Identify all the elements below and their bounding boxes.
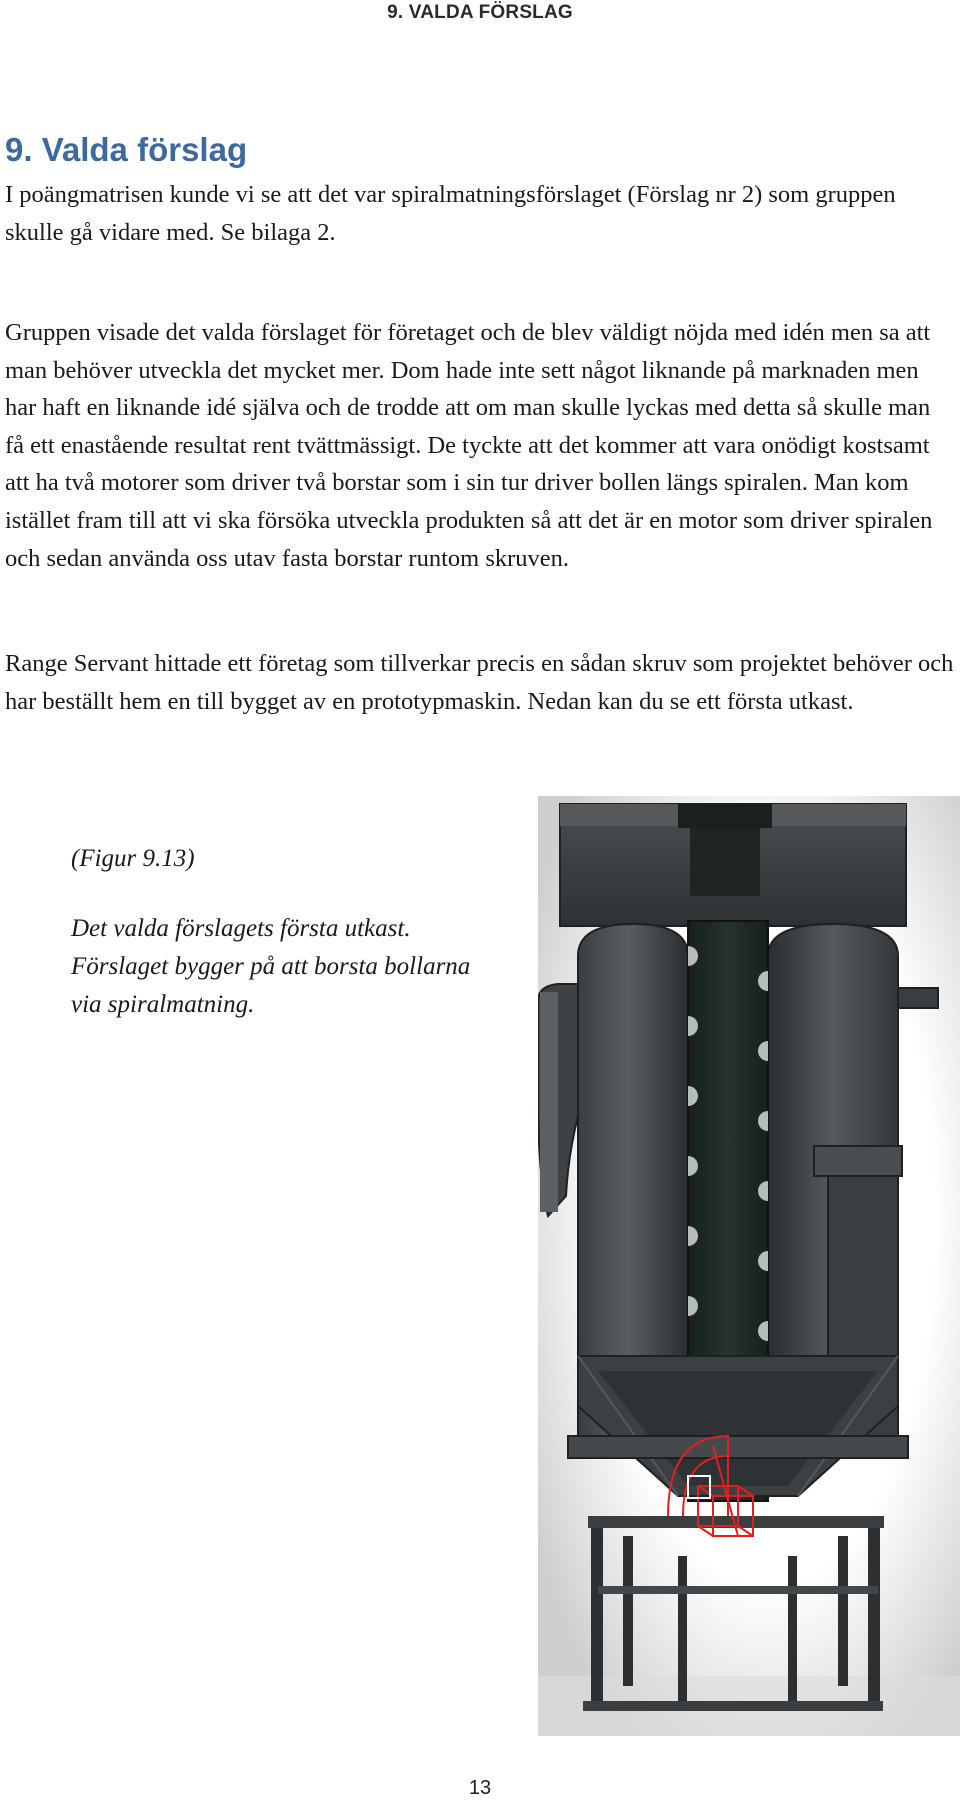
running-header: 9. VALDA FÖRSLAG xyxy=(387,2,573,23)
page-number: 13 xyxy=(468,1777,492,1799)
top-housing xyxy=(560,804,906,926)
figure-caption: Det valda förslagets första utkast. Förslaget bygger på att borsta bollarna via spiralmatning. xyxy=(71,915,471,1018)
paragraph-prototype: Range Servant hittade ett företag som tillverkar precis en sådan skruv som projektet behöver och har beställt hem en till bygget av en prototypmaskin. Nedan kan du se ett första utkast. xyxy=(5,650,954,715)
section-heading: 9. Valda förslag xyxy=(5,131,248,168)
paragraph-feedback: Gruppen visade det valda förslaget för företaget och de blev väldigt nöjda med idén men sa att man behöver utveckla det mycket mer. Dom hade inte sett något liknande på marknaden men har haft en liknande idé själva och de trodde att om man skulle lyckas med detta så skulle man få ett enastående resultat rent tvättmässigt. De tyckte att det kommer att vara onödigt kostsamt att ha två motorer som driver två borstar som i sin tur driver bollen längs spiralen. Man kom istället fram till att vi ska försöka utveckla produkten så att det är en motor som driver spiralen och sedan använda oss utav fasta borstar runtom skruven. xyxy=(5,319,933,572)
cad-render-spiral-feeder xyxy=(538,796,960,1736)
figure-image xyxy=(538,796,960,1736)
paragraph-intro: I poängmatrisen kunde vi se att det var spiralmatningsförslaget (Förslag nr 2) som gruppen skulle gå vidare med. Se bilaga 2. xyxy=(5,181,896,246)
figure-label: (Figur 9.13) xyxy=(71,845,195,872)
